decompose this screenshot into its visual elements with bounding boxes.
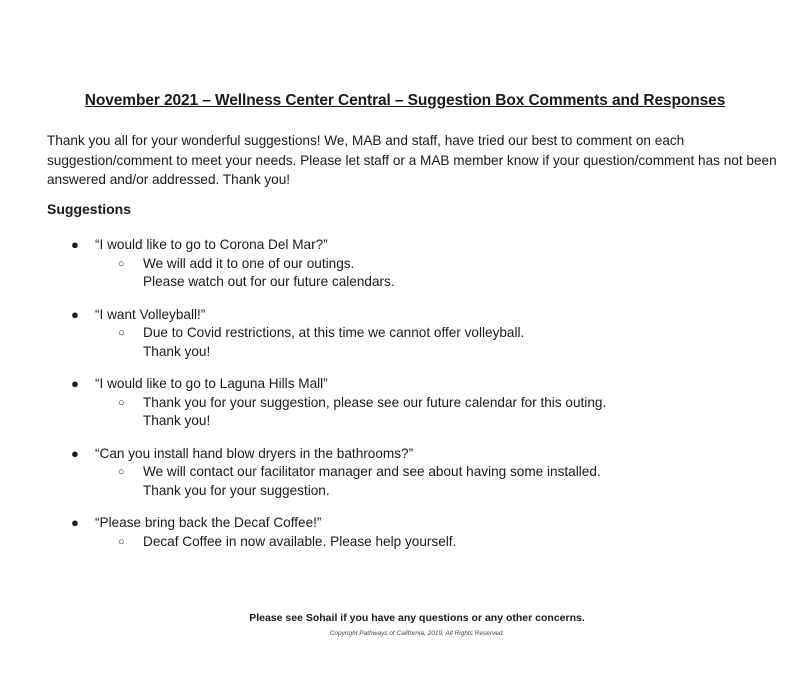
bullet-icon: ● [71,515,79,530]
response-line: Thank you! [143,413,211,428]
footer-note: Please see Sohail if you have any questions or any other concerns. [249,612,585,624]
suggestion-question: “I want Volleyball!” [95,306,206,322]
suggestion-item [0,375,810,431]
suggestions-heading: Suggestions [47,201,132,217]
suggestion-item [0,306,810,362]
suggestions-list [0,236,810,565]
suggestion-question: “I would like to go to Laguna Hills Mall” [95,376,328,391]
response-line: Due to Covid restrictions, at this time we cannot offer volleyball. [143,325,525,340]
response-line: We will contact our facilitator manager and see about having some installed. [143,464,601,479]
response-line: Thank you for your suggestion, please see our future calendar for this outing. [143,394,607,410]
suggestion-response [0,394,810,431]
circle-bullet-icon: ○ [118,535,125,548]
response-line: Decaf Coffee in now available. Please help yourself. [143,533,457,549]
bullet-icon: ● [71,237,79,252]
suggestion-response [0,463,810,500]
suggestion-question: “I would like to go to Corona Del Mar?” [95,237,328,252]
circle-bullet-icon: ○ [118,257,125,270]
response-line: We will add it to one of our outings. [143,255,355,271]
circle-bullet-icon: ○ [118,396,125,409]
bullet-icon: ● [71,306,79,322]
suggestion-item [0,514,810,551]
circle-bullet-icon: ○ [118,327,125,339]
response-line: Thank you for your suggestion. [143,482,330,498]
bullet-icon: ● [71,376,79,391]
suggestion-item [0,445,810,501]
suggestion-response [0,533,810,552]
response-line: Please watch out for our future calendars. [143,274,395,289]
intro-paragraph: Thank you all for your wonderful suggestions! We, MAB and staff, have tried our best to comment on each suggestion/comment to meet your needs. Please let staff or a MAB member know if your question/comment has not been answered and/or addressed. Thank you! [47,133,777,187]
document-title: November 2021 – Wellness Center Central – Suggestion Box Comments and Responses [84,92,726,109]
suggestion-response [0,324,810,361]
circle-bullet-icon: ○ [118,466,125,478]
copyright-text: Copyright Pathways of California, 2019, All Rights Reserved. [329,630,505,637]
response-line: Thank you! [143,343,211,359]
suggestion-question: “Please bring back the Decaf Coffee!” [95,515,322,530]
suggestion-question: “Can you install hand blow dryers in the bathrooms?” [95,445,414,461]
suggestion-response [0,255,810,292]
suggestion-item [0,236,810,292]
bullet-icon: ● [71,445,79,461]
